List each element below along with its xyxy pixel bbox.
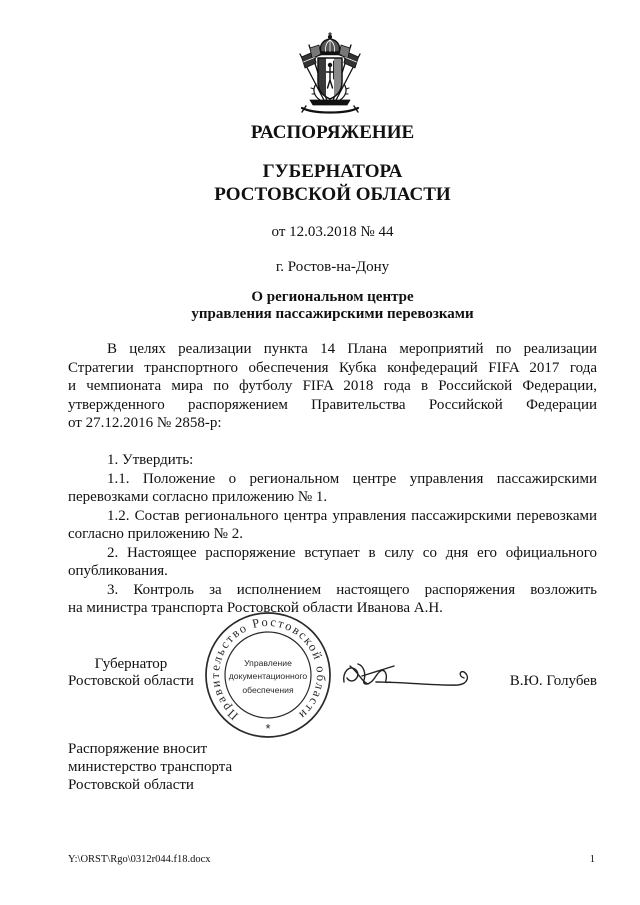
footer-page-number: 1: [589, 854, 595, 865]
list-item-1: [68, 451, 597, 470]
preamble-line: от 27.12.2016 № 2858-р:: [68, 415, 222, 431]
submitted-by-note: [68, 740, 232, 794]
item-line: 3. Контроль за исполнением настоящего распоряжения возложить: [107, 581, 597, 598]
stamp-inner-line: Управление: [244, 658, 292, 668]
item-line: 2. Настоящее распоряжение вступает в силу со дня его официального: [107, 544, 597, 561]
signatory-name: В.Ю. Голубев: [509, 673, 597, 689]
preamble-line: В целях реализации пункта 14 Плана мероприятий по реализации: [107, 341, 597, 357]
subject-line: О региональном центре: [251, 289, 414, 305]
official-stamp: [200, 607, 336, 743]
preamble-line: и чемпионата мира по футболу FIFA 2018 года в Российской Федерации,: [68, 378, 597, 394]
issuer-heading-line-1: ГУБЕРНАТОРА: [262, 161, 403, 182]
item-line: перевозками согласно приложению № 1.: [68, 489, 328, 505]
item-line: согласно приложению № 2.: [68, 526, 243, 542]
emblem-shield: [318, 58, 342, 100]
footer-file-path: Y:\ORST\Rgo\0312r044.f18.docx: [68, 854, 211, 865]
submitted-by-line: министерство транспорта: [68, 759, 233, 775]
preamble-paragraph: [68, 340, 597, 433]
handwritten-signature-icon: [336, 652, 476, 698]
document-type-heading: РАСПОРЯЖЕНИЕ: [250, 122, 415, 143]
coat-of-arms-icon: [292, 32, 368, 116]
list-item-2: [68, 544, 597, 581]
item-line: 1.1. Положение о региональном центре управления пассажирскими: [107, 470, 597, 487]
document-subject: [68, 289, 597, 323]
item-line: 1.2. Состав регионального центра управления пассажирскими перевозками: [107, 507, 597, 524]
issuer-heading-line-2: РОСТОВСКОЙ ОБЛАСТИ: [214, 184, 451, 205]
item-line: опубликования.: [68, 563, 168, 579]
stamp-inner-line: документационного: [228, 671, 308, 681]
stamp-ring-text-path: Правительство Ростовской области: [207, 614, 329, 723]
document-date-number: от 12.03.2018 № 44: [271, 224, 394, 240]
list-item-1-1: [68, 470, 597, 507]
stamp-star-symbol: *: [265, 721, 271, 736]
signatory-position-line: Ростовской области: [68, 672, 194, 689]
emblem-base: [302, 100, 358, 113]
document-city: г. Ростов-на-Дону: [275, 259, 390, 275]
preamble-line: Стратегии транспортного обеспечения Кубка конфедераций FIFA 2017 года: [68, 359, 597, 376]
submitted-by-line: Распоряжение вносит: [68, 741, 208, 757]
order-items: [68, 451, 597, 618]
preamble-line: утвержденного распоряжением Правительства Российской Федерации: [68, 396, 597, 413]
submitted-by-line: Ростовской области: [68, 777, 194, 793]
subject-line: управления пассажирскими перевозками: [191, 306, 474, 322]
item-line: на министра транспорта Ростовской области Иванова А.Н.: [68, 600, 443, 616]
signatory-position-line: Губернатор: [94, 655, 168, 672]
signatory-position: [68, 656, 194, 690]
list-item-1-2: [68, 507, 597, 544]
stamp-inner-line: обеспечения: [242, 685, 294, 695]
item-line: 1. Утвердить:: [107, 452, 194, 468]
